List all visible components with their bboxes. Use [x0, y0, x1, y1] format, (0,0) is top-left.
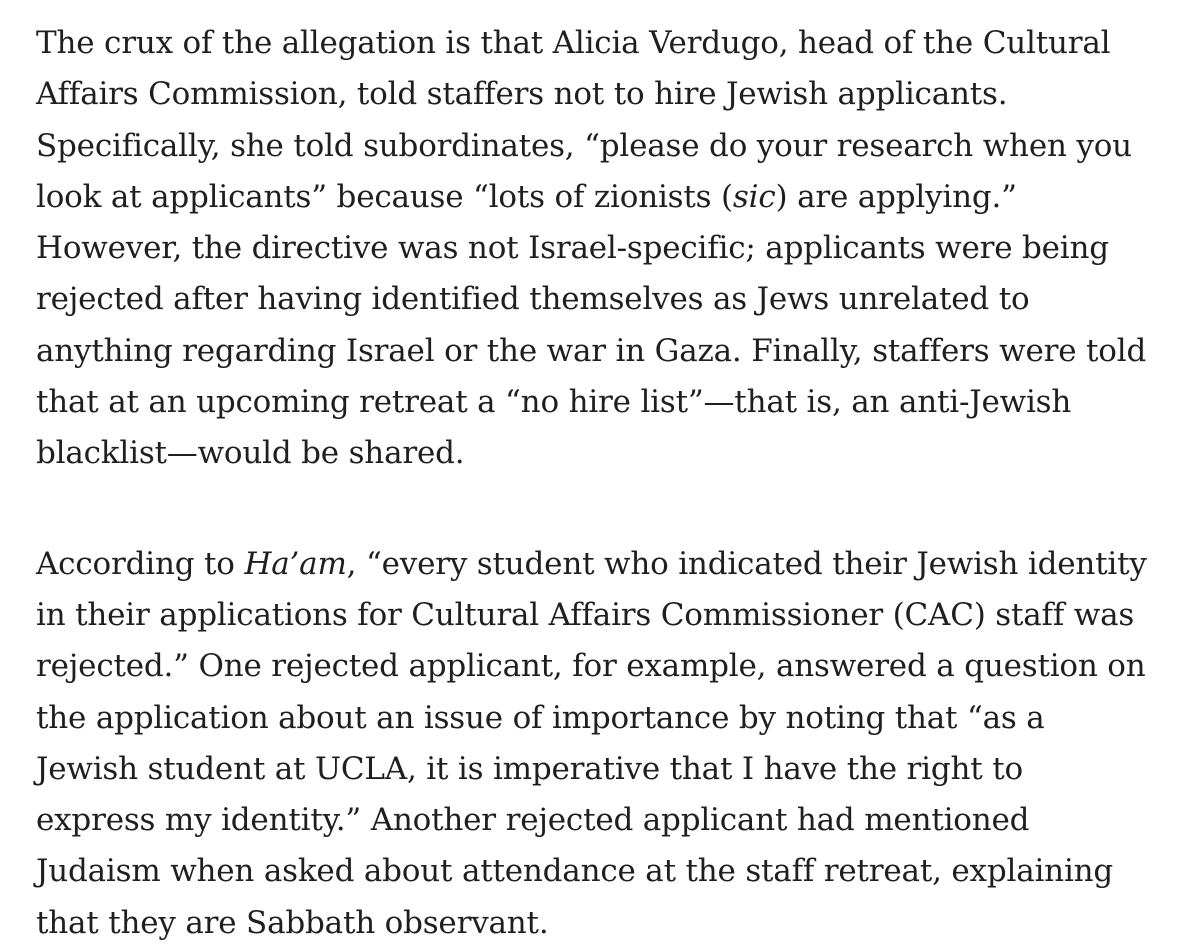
text-line: Judaism when asked about attendance at the staff retreat, explaining [36, 853, 1114, 890]
text-line: anything regarding Israel or the war in Gaza. Finally, staffers were told [36, 332, 1147, 369]
italic-sic: sic [732, 178, 776, 215]
text-line: Jewish student at UCLA, it is imperative that I have the right to [36, 750, 1023, 787]
text-line: in their applications for Cultural Affairs Commissioner (CAC) staff was [36, 596, 1135, 633]
italic-publication-name: Ha’am [244, 545, 347, 582]
text-line: rejected.” One rejected applicant, for example, answered a question on [36, 648, 1146, 685]
text-line: The crux of the allegation is that Alicia Verdugo, head of the Cultural [36, 25, 1111, 61]
text-line: look at applicants” because “lots of zionists (sic) are applying.” [36, 178, 1017, 215]
text-line: Specifically, she told subordinates, “please do your research when you [36, 127, 1132, 164]
text-line: According to Ha’am, “every student who indicated their Jewish identity [36, 545, 1147, 582]
text-line: rejected after having identified themselves as Jews unrelated to [36, 281, 1030, 318]
text-line: blacklist—would be shared. [36, 435, 465, 472]
text-line: the application about an issue of importance by noting that “as a [36, 699, 1045, 736]
paragraph-haam-report [36, 539, 1176, 949]
article-body [36, 18, 1176, 949]
text-line: express my identity.” Another rejected applicant had mentioned [36, 802, 1030, 839]
text-line: Affairs Commission, told staffers not to hire Jewish applicants. [36, 76, 1008, 113]
paragraph-allegation [36, 18, 1176, 480]
text-line: However, the directive was not Israel-specific; applicants were being [36, 230, 1109, 267]
text-line: that they are Sabbath observant. [36, 904, 549, 941]
text-line: that at an upcoming retreat a “no hire list”—that is, an anti-Jewish [36, 384, 1072, 421]
